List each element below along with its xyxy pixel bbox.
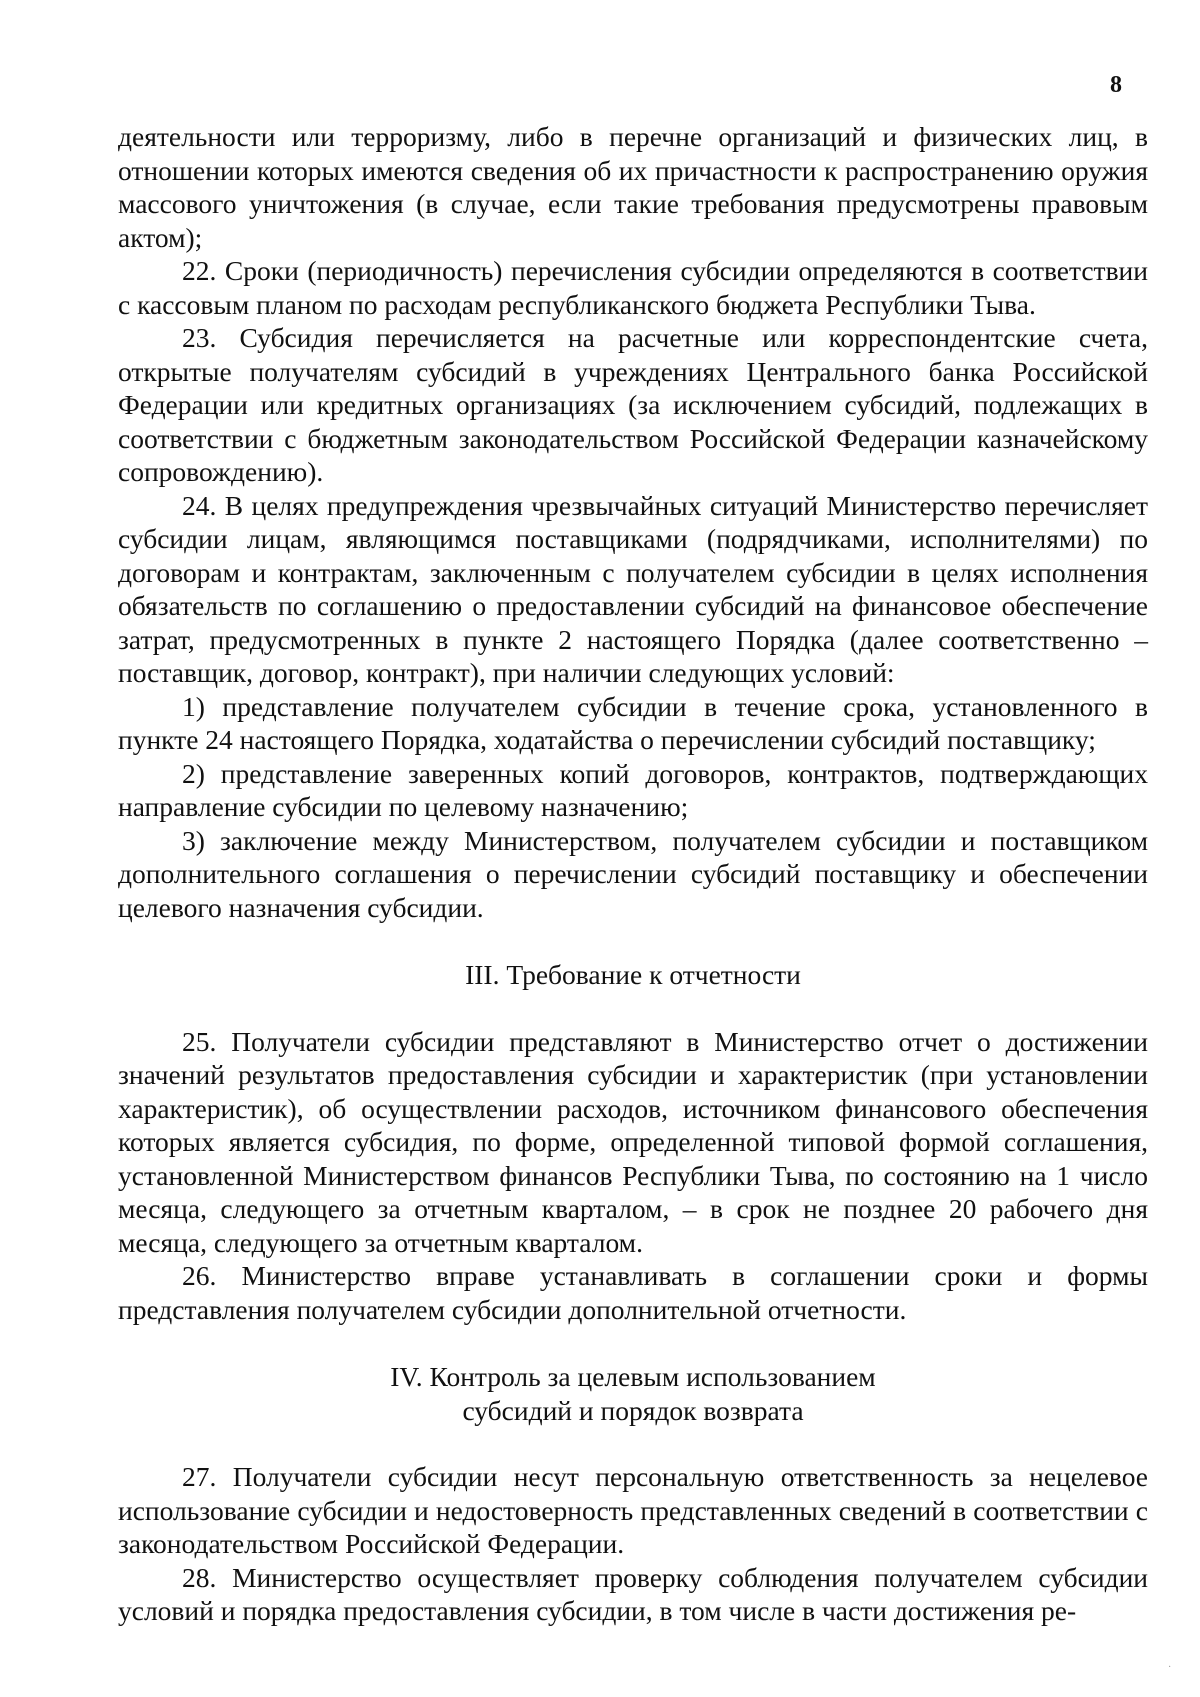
list-item-1: 1) представление получателем субсидии в течение срока, установленного в пункте 24 настоящего Порядка, ходатайства о перечислении субсидий поставщику;: [118, 690, 1148, 755]
paragraph-25: 25. Получатели субсидии представляют в Министерство отчет о достижении значений результатов предоставления субсидии и характеристик (при установлении характеристик), об осуществлении расходов, источником финансового обеспечения которых является субсидия, по форме, определенной типовой формой соглашения, установленной Министерством финансов Республики Тыва, по состоянию на 1 число месяца, следующего за отчетным кварталом, – в срок не позднее 20 рабочего дня месяца, следующего за отчетным кварталом.: [118, 1025, 1148, 1258]
page-number: 8: [1110, 72, 1122, 98]
list-item-3: 3) заключение между Министерством, получателем субсидии и поставщиком дополнительного соглашения о перечислении субсидий поставщику и обеспечении целевого назначения субсидии.: [118, 824, 1148, 923]
paragraph-22: 22. Сроки (периодичность) перечисления субсидии определяются в соответствии с кассовым планом по расходам республиканского бюджета Республики Тыва.: [118, 255, 1148, 320]
paragraph-23: 23. Субсидия перечисляется на расчетные или корреспондентские счета, открытые получателям субсидий в учреждениях Центрального банка Российской Федерации или кредитных организациях (за исключением субсидий, подлежащих в соответствии с бюджетным законодательством Российской Федерации казначейскому сопровождению).: [118, 322, 1148, 487]
paragraph-continuation: деятельности или терроризму, либо в перечне организаций и физических лиц, в отношении которых имеются сведения об их причастности к распространению оружия массового уничтожения (в случае, если такие требования предусмотрены правовым актом);: [118, 121, 1148, 253]
paragraph-24: 24. В целях предупреждения чрезвычайных ситуаций Министерство перечисляет субсидии лицам, являющимся поставщиками (подрядчиками, исполнителями) по договорам и контрактам, заключенным с получателем субсидии в целях исполнения обязательств по соглашению о предоставлении субсидий на финансовое обеспечение затрат, предусмотренных в пункте 2 настоящего Порядка (далее соответственно – поставщик, договор, контракт), при наличии следующих условий:: [118, 489, 1148, 688]
scan-speck-decoration: ·: [1168, 1662, 1172, 1673]
list-item-2: 2) представление заверенных копий договоров, контрактов, подтверждающих направление субсидии по целевому назначению;: [118, 757, 1148, 822]
section-4-heading-line-1: IV. Контроль за целевым использованием: [390, 1361, 876, 1392]
paragraph-27: 27. Получатели субсидии несут персональную ответственность за нецелевое использование субсидии и недостоверность представленных сведений в соответствии с законодательством Российской Федерации.: [118, 1461, 1148, 1559]
paragraph-28: 28. Министерство осуществляет проверку соблюдения получателем субсидии условий и порядка предоставления субсидии, в том числе в части достижения ре-: [118, 1561, 1148, 1626]
section-4-heading: [118, 1360, 1148, 1427]
paragraph-26: 26. Министерство вправе устанавливать в соглашении сроки и формы представления получателем субсидии дополнительной отчетности.: [118, 1260, 1148, 1325]
section-3-heading: III. Требование к отчетности: [465, 959, 801, 990]
document-body: [118, 120, 1148, 1628]
section-4-heading-line-2: субсидий и порядок возврата: [462, 1394, 804, 1426]
